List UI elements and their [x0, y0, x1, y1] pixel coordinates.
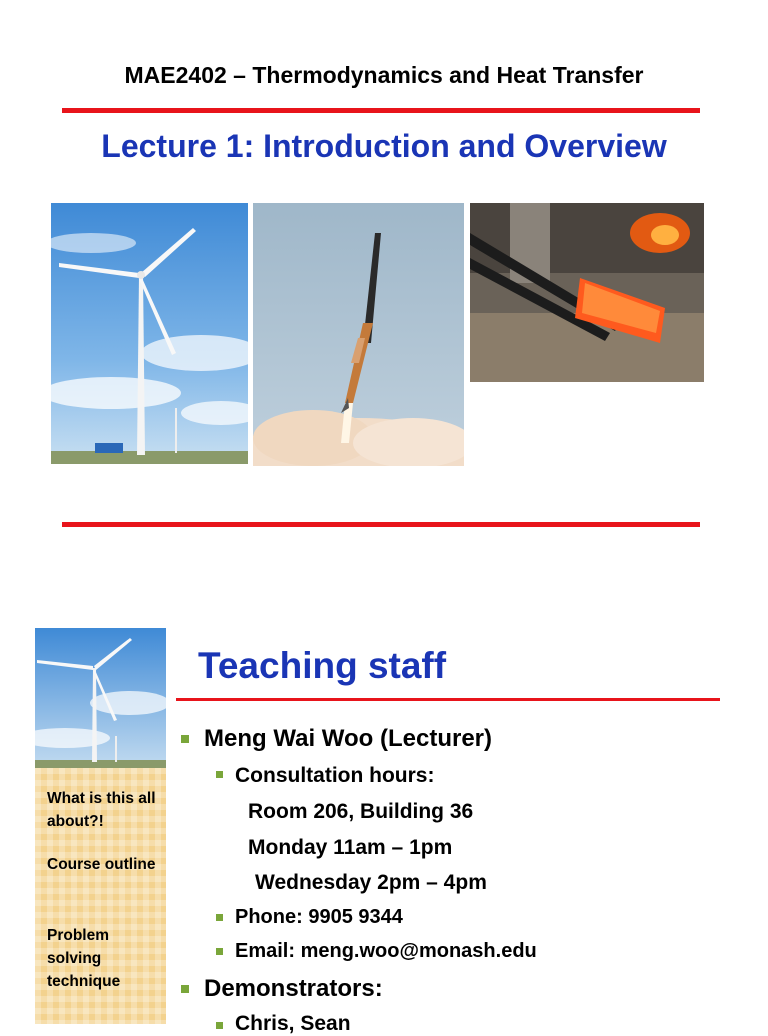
bullet-icon [216, 771, 223, 778]
consultation-room: Room 206, Building 36 [248, 800, 474, 823]
bullet-icon [216, 948, 223, 955]
teaching-staff-title: Teaching staff [198, 645, 447, 686]
consultation-wednesday: Wednesday 2pm – 4pm [255, 871, 487, 894]
course-title: MAE2402 – Thermodynamics and Heat Transfer [124, 62, 644, 88]
phone-number: Phone: 9905 9344 [235, 906, 403, 928]
bullet-icon [216, 1022, 223, 1029]
consultation-monday: Monday 11am – 1pm [248, 836, 453, 859]
lecture-title: Lecture 1: Introduction and Overview [101, 128, 667, 164]
slide-divider [62, 522, 700, 527]
title-divider [176, 698, 720, 701]
header-divider [62, 108, 700, 113]
bullet-icon [181, 735, 189, 743]
sidebar [35, 628, 166, 1024]
wind-turbine-photo [51, 203, 248, 464]
bullet-icon [181, 985, 189, 993]
demonstrators-label: Demonstrators: [204, 975, 383, 1002]
sidebar-item-course-outline[interactable]: Course outline [47, 856, 156, 873]
rocket-launch-photo [253, 203, 464, 466]
demonstrator-names: Chris, Sean [235, 1012, 351, 1035]
lecturer-name: Meng Wai Woo (Lecturer) [204, 725, 492, 752]
bullet-icon [216, 914, 223, 921]
sidebar-nav-panel [35, 768, 166, 1024]
consultation-label: Consultation hours: [235, 764, 435, 787]
sidebar-item-problem-solving[interactable]: Problem solving technique [47, 927, 121, 990]
sidebar-item-what-is-this[interactable]: What is this all about?! [47, 790, 156, 830]
sidebar-turbine-image [35, 628, 166, 768]
email-address[interactable]: Email: meng.woo@monash.edu [235, 940, 537, 962]
hot-metal-forging-photo [470, 203, 704, 382]
